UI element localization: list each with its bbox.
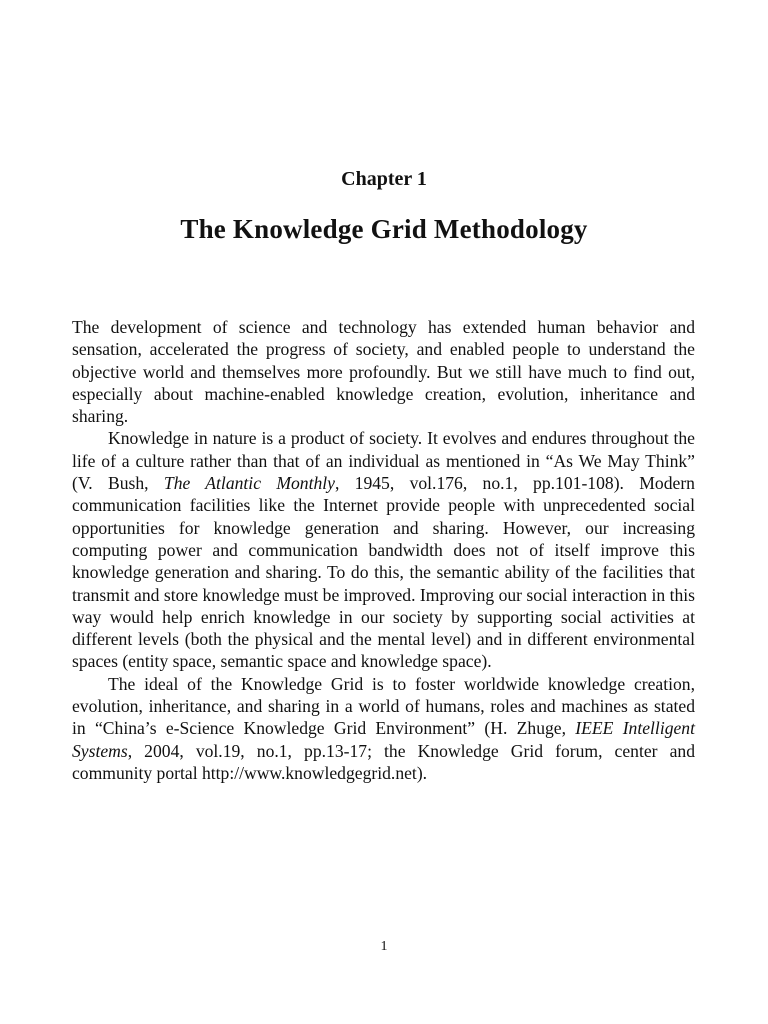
body-text — [72, 316, 695, 784]
paragraph-1 — [72, 316, 695, 427]
chapter-label: Chapter 1 — [341, 168, 427, 190]
paragraph-3-text-b: , 2004, vol.19, no.1, pp.13-17; the Knowledge Grid forum, center and community portal http://www.knowledgegrid.net). — [72, 740, 695, 783]
chapter-title: The Knowledge Grid Methodology — [180, 214, 588, 244]
paragraph-2-text-b: , 1945, vol.176, no.1, pp.101-108). Modern communication facilities like the Internet provide people with unprecedented social opportunities for knowledge generation and sharing. However, our increasing computing power and communication bandwidth does not of itself improve this knowledge generation and sharing. To do this, the semantic ability of the facilities that transmit and store knowledge must be improved. Improving our social interaction in this way would help enrich knowledge in our society by supporting social activities at different levels (both the physical and the mental level) and in different environmental spaces (entity space, semantic space and knowledge space). — [72, 473, 695, 672]
paragraph-2 — [72, 427, 695, 672]
paragraph-3 — [72, 673, 695, 784]
paragraph-1-text: The development of science and technology has extended human behavior and sensation, accelerated the progress of society, and enabled people to understand the objective world and themselves more profoundly. But we still have much to find out, especially about machine-enabled knowledge creation, evolution, inheritance and sharing. — [72, 317, 695, 427]
journal-title-atlantic-monthly: The Atlantic Monthly — [163, 473, 335, 494]
paragraph-2-text-a: Knowledge in nature is a product of society. It evolves and endures throughout the life of a culture rather than that of an individual as mentioned in “As We May Think” (V. Bush, — [72, 428, 695, 494]
paragraph-3-text-a: The ideal of the Knowledge Grid is to foster worldwide knowledge creation, evolution, inheritance, and sharing in a world of humans, roles and machines as stated in “China’s e-Science Knowledge Grid Environment” (H. Zhuge, — [72, 673, 695, 739]
page-number: 1 — [380, 939, 388, 954]
journal-title-ieee-intelligent-systems: IEEE Intelligent Systems — [72, 718, 695, 761]
